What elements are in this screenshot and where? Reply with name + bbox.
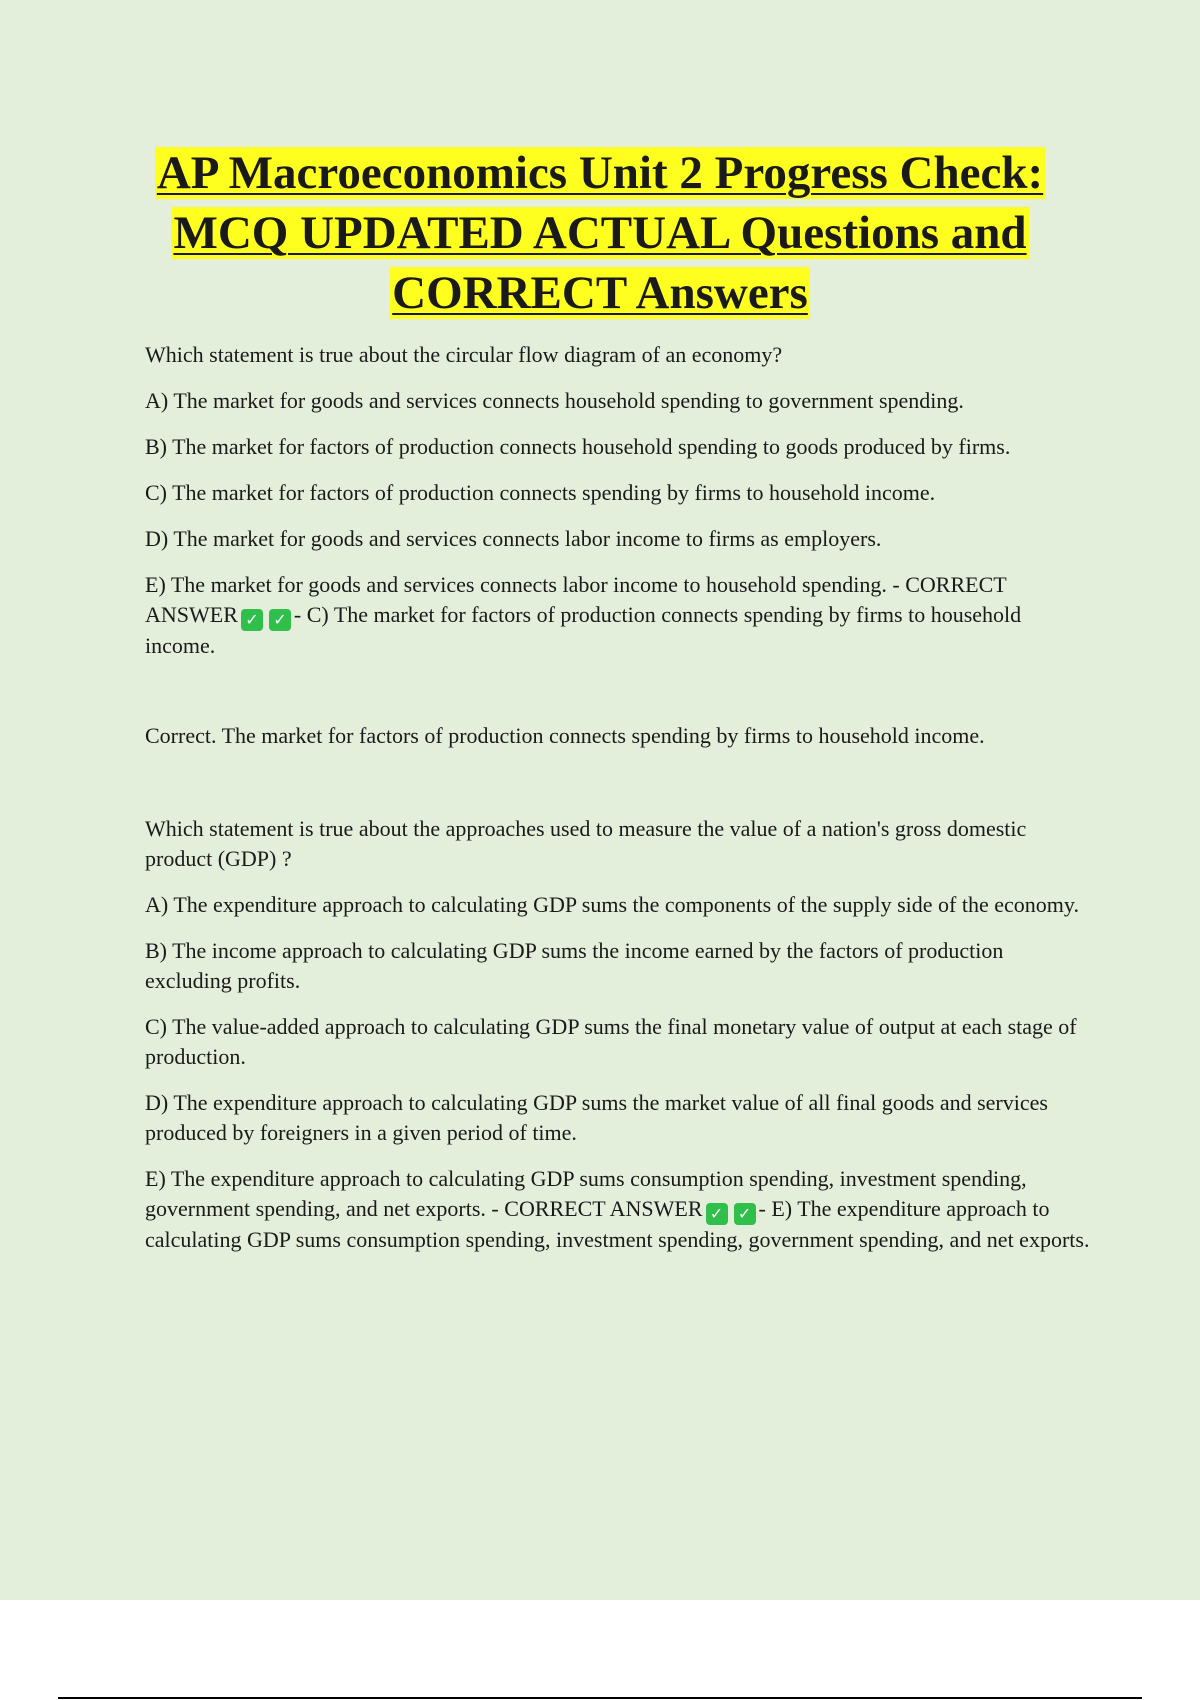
option-d: D) The market for goods and services connects labor income to firms as employers.: [145, 526, 882, 551]
correct-answer-label: CORRECT ANSWER: [504, 1196, 703, 1221]
document-title: [60, 143, 1140, 323]
option-e: E) The expenditure approach to calculating GDP sums consumption spending, investment spending, government spending, and net exports. -: [145, 1166, 1027, 1221]
check-mark-icon: ✓: [269, 609, 291, 631]
correct-answer-label: CORRECT ANSWER: [145, 572, 1007, 627]
option-b: B) The income approach to calculating GDP sums the income earned by the factors of production excluding profits.: [145, 938, 1004, 993]
question-block-2: [145, 814, 1090, 1255]
check-mark-icon: ✓: [241, 609, 263, 631]
option-c: C) The market for factors of production connects spending by firms to household income.: [145, 480, 936, 505]
question-text: Which statement is true about the circular flow diagram of an economy?: [145, 342, 783, 367]
document-body: [145, 340, 1090, 1271]
footer-divider: [58, 1697, 1142, 1699]
question-text: Which statement is true about the approaches used to measure the value of a nation's gross domestic product (GDP) ?: [145, 816, 1027, 871]
explanation-text: Correct. The market for factors of production connects spending by firms to household income.: [145, 723, 985, 748]
check-mark-icon: ✓: [706, 1203, 728, 1225]
answer-text: - E) The expenditure approach to calculating GDP sums consumption spending, investment spending, government spending, and net exports.: [145, 1196, 1090, 1252]
title-line-1: AP Macroeconomics Unit 2 Progress Check:: [156, 147, 1044, 199]
option-e: E) The market for goods and services connects labor income to household spending. -: [145, 572, 900, 597]
question-block-1: [145, 340, 1090, 751]
option-d: D) The expenditure approach to calculating GDP sums the market value of all final goods and services produced by foreigners in a given period of time.: [145, 1090, 1048, 1145]
option-e-with-answer: [145, 1164, 1090, 1255]
option-b: B) The market for factors of production connects household spending to goods produced by firms.: [145, 434, 1011, 459]
title-line-3: CORRECT Answers: [392, 267, 808, 319]
title-line-2: MCQ UPDATED ACTUAL Questions and: [173, 207, 1027, 259]
option-a: A) The expenditure approach to calculating GDP sums the components of the supply side of the economy.: [145, 892, 1079, 917]
option-a: A) The market for goods and services connects household spending to government spending.: [145, 388, 964, 413]
option-c: C) The value-added approach to calculating GDP sums the final monetary value of output at each stage of production.: [145, 1014, 1077, 1069]
check-mark-icon: ✓: [734, 1203, 756, 1225]
option-e-with-answer: [145, 570, 1090, 661]
answer-text: - C) The market for factors of production connects spending by firms to household income.: [145, 602, 1022, 658]
